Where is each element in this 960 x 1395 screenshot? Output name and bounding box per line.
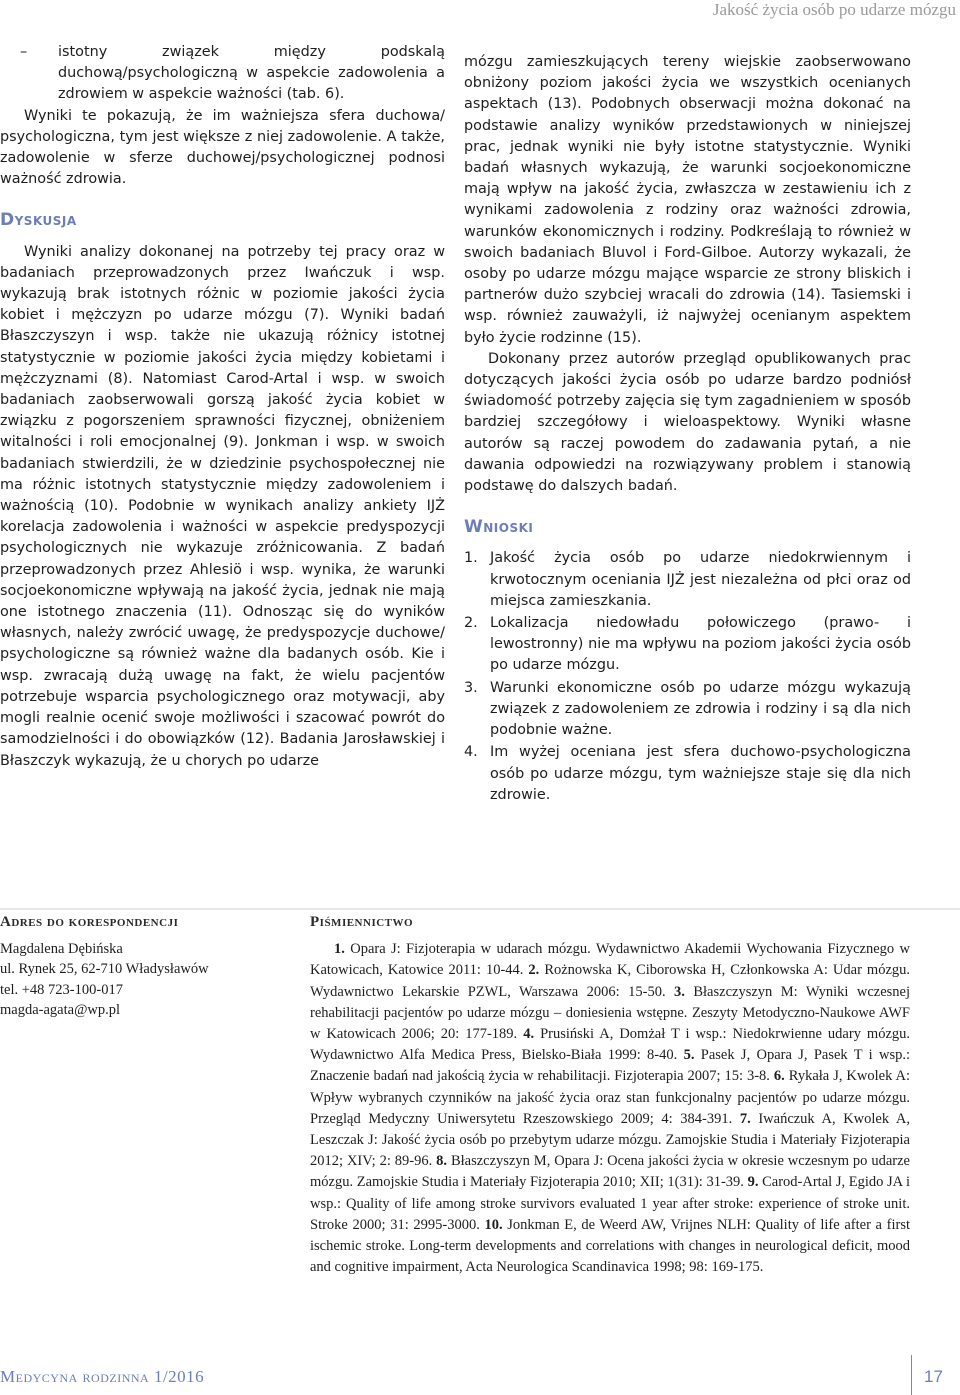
conclusions-list bbox=[464, 548, 911, 805]
reference-text: Opara J: Fizjoterapia w udarach mózgu. Wydawnictwo Akademii Wychowania Fizycznego w Katowicach, Katowice 2011: 10-44. bbox=[310, 941, 911, 979]
reference-text: Prusiński A, Domżał T i wsp.: Niedokrwienne udary mózgu. Wydawnictwo Alfa Medica Press, Bielsko-Biała 1999: 8-40. bbox=[310, 1026, 911, 1064]
author-address: ul. Rynek 25, 62-710 Władysławów bbox=[0, 961, 209, 977]
right-column bbox=[464, 52, 911, 807]
conclusion-number: 3. bbox=[464, 679, 478, 696]
reference-number: 2. bbox=[528, 962, 540, 979]
references-heading: Piśmiennictwo bbox=[310, 914, 414, 930]
reference-number: 8. bbox=[436, 1153, 448, 1170]
discussion-paragraph: Wyniki analizy dokonanej na potrzeby tej pracy oraz w badaniach przeprowadzonych przez Iwańczuk i wsp. wykazują brak istotnych różnic w poziomie jakości życia kobiet i mężczyzn po udarze mózgu (7). Wyniki badań Błaszczyszyn i wsp. także nie ukazują różnicy istotnej statystycznie w poziomie jakości życia między kobietami i mężczyznami (8). Natomiast Carod-Artal i wsp. w swoich badaniach zaobserwowali gorszą jakość życia kobiet w związku z pogorszeniem sprawności fizycznej, obniżeniem witalności i roli emocjonalnej (9). Jonkman i wsp. w swoich badaniach stwierdzili, że w dziedzinie psychospołecznej nie ma różnic istotnych statystycznie między zadowoleniem i ważnością (10). Podobnie w wynikach analizy ankiety IJŻ korelacja zadowolenia i ważności w aspekcie predyspozycji psychologicznych nie wykazuje zróżnicowania. Z badań przeprowadzonych przez Ahlesiö i wsp. wynika, że warunki socjoekonomiczne wpływają na jakość życia, jednak nie mają one istotnego znaczenia (11). Odnosząc się do wyników własnych, należy zwrócić uwagę, że predyspozycje duchowe/ psychologiczne są również ważne dla badanych osób. Kie i wsp. zwracają dużą uwagę na fakt, że wielu pacjentów potrzebuje wsparcia psychologicznego oraz motywacji, aby mogli realnie ocenić swoje możliwości i szacować powrót do samodzielności i do obowiązków (12). Badania Jarosławskiej i Błaszczyk wykazują, że u chorych po udarze bbox=[0, 243, 445, 769]
paragraph: mózgu zamieszkujących tereny wiejskie zaobserwowano obniżony poziom jakości życia we wszystkich ocenianych aspektach (13). Podobnych obserwacji można dokonać na podstawie analizy wyników przedstawionych w niniejszej prac, jednak wyniki nie były istotne statystycznie. Wyniki badań własnych wykazują, że warunki socjoekonomiczne mają wpływ na jakość życia, zwłaszcza w zestawieniu ich z wynikami zadowolenia z rodziny oraz ważności zdrowia, warunków ekonomicznych i rodziny. Podkreślają to również w swoich badaniach Bluvol i Ford-Gilboe. Autorzy wykazali, że osoby po udarze mózgu mające wsparcie ze strony bliskich i partnerów dużo szybciej wracali do zdrowia (14). Tasiemski i wsp. również zauważyli, iż najwyżej ocenianym aspektem było życie rodzinne (15). bbox=[464, 54, 911, 346]
section-heading-conclusions: Wnioski bbox=[464, 517, 534, 538]
references-list bbox=[310, 939, 910, 1278]
journal-footer: Medycyna rodzinna 1/2016 bbox=[0, 1367, 205, 1386]
section-heading-discussion: Dyskusja bbox=[0, 210, 77, 231]
conclusion-item bbox=[464, 742, 911, 806]
reference-number: 6. bbox=[773, 1068, 785, 1085]
paragraph: Wyniki te pokazują, że im ważniejsza sfera duchowa/ psychologiczna, tym jest większe z niej zadowolenie. A także, zadowolenie w sferze duchowej/psychologicznej podnosi ważność zdrowia. bbox=[0, 107, 445, 188]
author-email[interactable]: magda-agata@wp.pl bbox=[0, 1002, 121, 1018]
reference-number: 9. bbox=[747, 1174, 759, 1191]
author-phone: tel. +48 723-100-017 bbox=[0, 981, 123, 998]
reference-number: 10. bbox=[484, 1216, 503, 1233]
reference-number: 3. bbox=[674, 983, 685, 1000]
reference-text: Rożnowska K, Ciborowska H, Członkowska A: Udar mózgu. Wydawnictwo Lekarskie PZWL, Warszawa 2006: 15-50. bbox=[310, 962, 911, 1000]
conclusion-item bbox=[464, 613, 911, 677]
reference-text: Błaszczyszyn M: Wyniki wczesnej rehabilitacji pacjentów po udarze mózgu – doniesienia wstępne. Zeszyty Metodyczno-Naukowe AWF w Katowicach 2006; 20: 177-189. bbox=[310, 983, 911, 1043]
conclusion-text: Jakość życia osób po udarze niedokrwiennym i krwotocznym oceniania IJŻ jest niezależna od płci oraz od miejsca zamieszkania. bbox=[490, 550, 911, 609]
conclusion-text: Lokalizacja niedowładu połowiczego (prawo- i lewostronny) nie ma wpływu na poziom jakości życia osób po udarze mózgu. bbox=[490, 615, 911, 674]
conclusion-text: Im wyżej oceniana jest sfera duchowo-psychologiczna osób po udarze mózgu, tym ważniejsze staje się dla nich zdrowie. bbox=[490, 744, 911, 803]
conclusion-text: Warunki ekonomiczne osób po udarze mózgu wykazują związek z zadowoleniem ze zdrowia i rodziny i są dla nich podobnie ważne. bbox=[490, 679, 911, 739]
section-divider bbox=[0, 908, 960, 910]
reference-number: 7. bbox=[739, 1110, 751, 1127]
conclusion-number: 2. bbox=[464, 615, 478, 632]
correspondence-heading: Adres do korespondencji bbox=[0, 914, 179, 930]
conclusion-number: 1. bbox=[464, 550, 478, 567]
reference-number: 4. bbox=[523, 1026, 535, 1043]
page-number: 17 bbox=[924, 1367, 943, 1386]
reference-text: Jonkman E, de Weerd AW, Vrijnes NLH: Quality of life after a first ischemic stroke. Long-term developments and correlations with changes in neurological deficit, mood and cognitive impairment, Acta Neurologica Scandinavica 1998; 98: 169-175. bbox=[310, 1216, 910, 1276]
reference-text: Błaszczyszyn M, Opara J: Ocena jakości życia w okresie wczesnym po udarze mózgu. Zamojskie Studia i Materiały Fizjoterapia 2010; XII; 1(31): 31-39. bbox=[310, 1153, 910, 1191]
conclusion-item bbox=[464, 678, 911, 742]
conclusion-item bbox=[464, 548, 911, 612]
reference-text: Carod-Artal J, Egido JA i wsp.: Quality of life among stroke survivors evaluated 1 year after stroke: experience of stroke unit. Stroke 2000; 31: 2995-3000. bbox=[310, 1174, 911, 1233]
conclusion-number: 4. bbox=[464, 744, 478, 761]
reference-number: 5. bbox=[683, 1047, 695, 1064]
reference-text: Rykała J, Kwolek A: Wpływ wybranych czynników na jakość życia oraz stan funkcjonalny pacjentów po udarze mózgu. Przegląd Medyczny Uniwersytetu Rzeszowskiego 2009; 4: 384-391. bbox=[310, 1068, 911, 1127]
footer-divider bbox=[911, 1355, 912, 1395]
reference-number: 1. bbox=[334, 941, 345, 958]
author-name: Magdalena Dębińska bbox=[0, 940, 123, 957]
bullet-text: istotny związek między podskalą duchową/psychologiczną w aspekcie zadowolenia a zdrowiem w aspekcie ważności (tab. 6). bbox=[58, 44, 445, 103]
correspondence-block bbox=[0, 912, 260, 1021]
left-column bbox=[0, 42, 445, 772]
references-block bbox=[310, 912, 910, 1278]
paragraph: Dokonany przez autorów przegląd opublikowanych prac dotyczących jakości życia osób po udarze bardzo podniósł świadomość potrzeby zajęcia się tym zagadnieniem w sposób bardziej szczegółowy i wieloaspektowy. Wyniki własne autorów są raczej powodem do zadawania pytań, a nie dawania odpowiedzi na rozwiązywany problem i stanowią podstawę do dalszych badań. bbox=[464, 350, 911, 495]
bullet-dash: – bbox=[20, 44, 28, 60]
reference-text: Pasek J, Opara J, Pasek T i wsp.: Znaczenie badań nad jakością życia w rehabilitacji. Fizjoterapia 2007; 15: 3-8. bbox=[310, 1047, 911, 1085]
running-title: Jakość życia osób po udarze mózgu bbox=[712, 0, 956, 19]
reference-text: Iwańczuk A, Kwolek A, Leszczak J: Jakość życia osób po przebytym udarze mózgu. Zamojskie Studia i Materiały Fizjoterapia 2012; XIV; 2: 89-96. bbox=[310, 1110, 911, 1170]
bullet-item bbox=[0, 42, 445, 106]
